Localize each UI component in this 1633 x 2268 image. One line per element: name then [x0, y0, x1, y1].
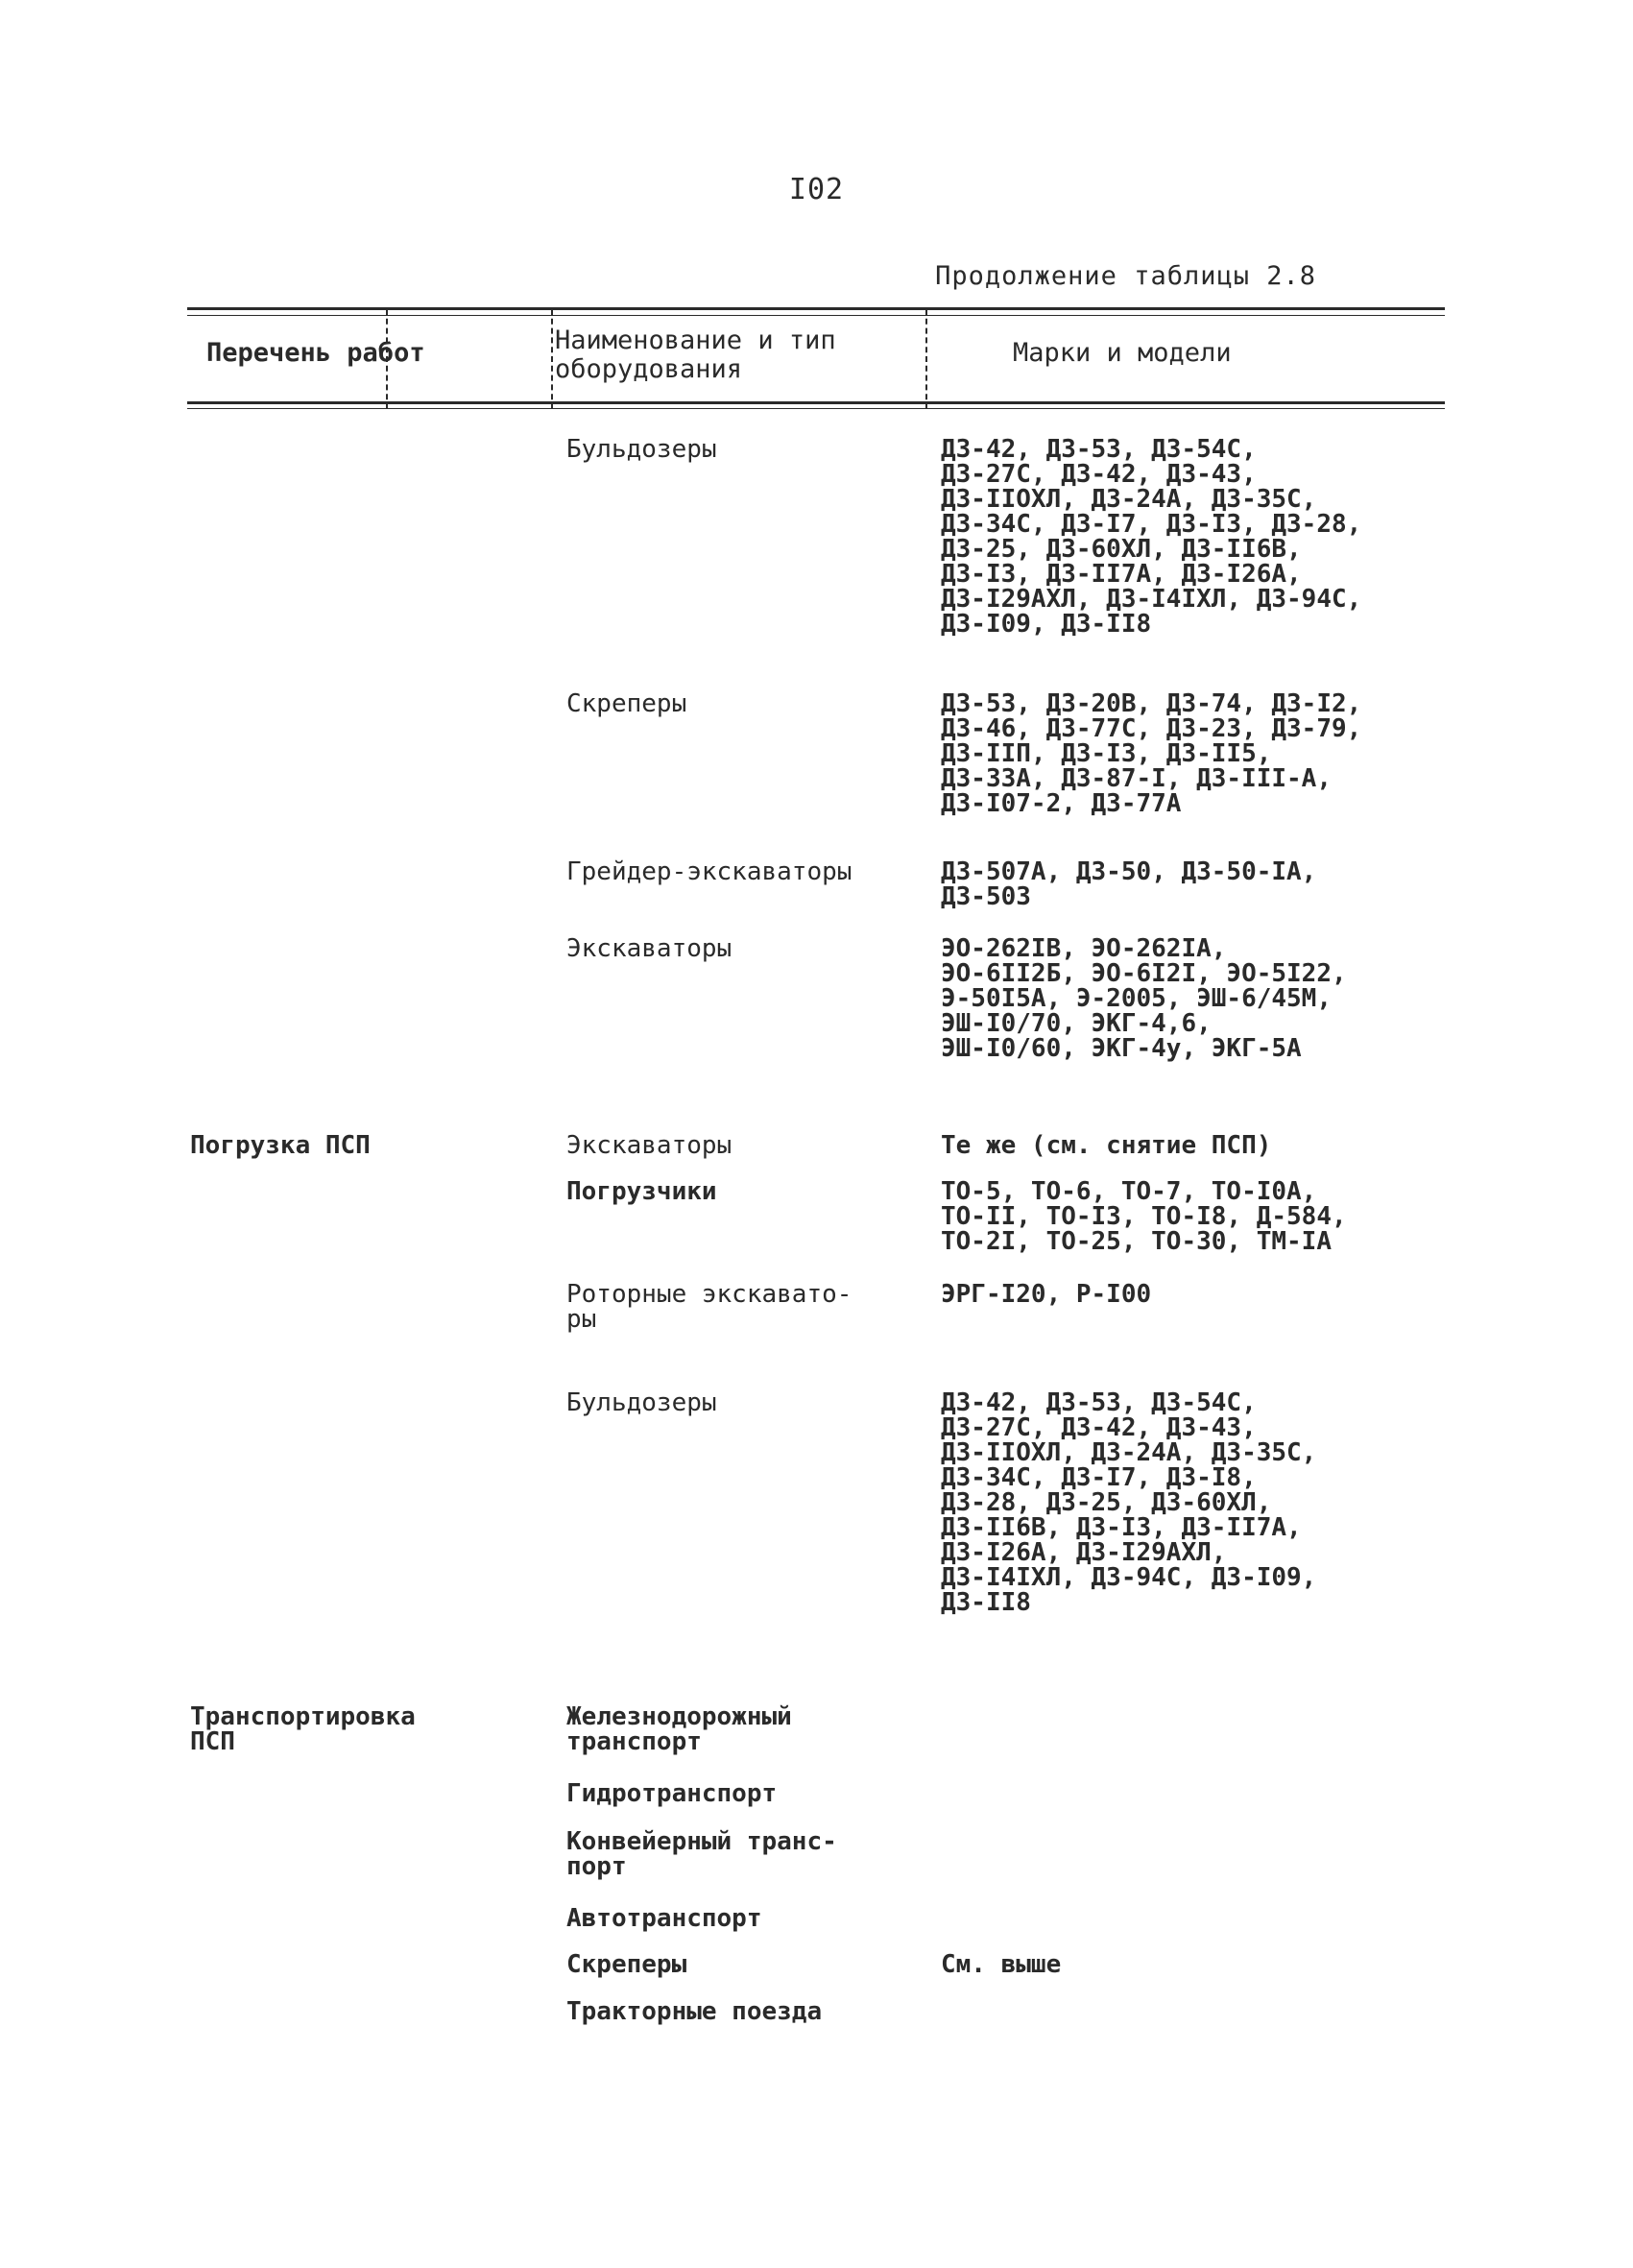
header-divider — [925, 309, 927, 409]
header-works: Перечень работ — [206, 338, 425, 368]
page-number: I02 — [788, 173, 845, 206]
models-cell: См. выше — [941, 1950, 1062, 1979]
models-cell: ТО-5, ТО-6, ТО-7, ТО-I0А, ТО-II, ТО-I3, ТО-I8, Д-584, ТО-2I, ТО-25, ТО-30, ТМ-IА — [941, 1177, 1347, 1256]
models-cell: ДЗ-53, ДЗ-20В, ДЗ-74, ДЗ-I2, ДЗ-46, ДЗ-77С, ДЗ-23, ДЗ-79, ДЗ-IIП, ДЗ-I3, ДЗ-II5, ДЗ-33А, ДЗ-87-I, ДЗ-III-А, ДЗ-I07-2, ДЗ-77А — [941, 689, 1362, 818]
equipment-cell: Конвейерный транс- порт — [566, 1827, 837, 1881]
models-cell: ДЗ-42, ДЗ-53, ДЗ-54С, ДЗ-27С, ДЗ-42, ДЗ-43, ДЗ-IIОХЛ, ДЗ-24А, ДЗ-35С, ДЗ-34С, ДЗ-I7, ДЗ-I3, ДЗ-28, ДЗ-25, ДЗ-60ХЛ, ДЗ-II6В, ДЗ-I3, ДЗ-II7А, ДЗ-I26А, ДЗ-I29АХЛ, ДЗ-I4IХЛ, ДЗ-94С, ДЗ-I09, ДЗ-II8 — [941, 435, 1362, 639]
models-cell: ЭРГ-I20, Р-I00 — [941, 1280, 1152, 1309]
models-cell: Те же (см. снятие ПСП) — [941, 1131, 1272, 1160]
table-top-rule-thin — [187, 315, 1445, 316]
models-cell: ДЗ-507А, ДЗ-50, ДЗ-50-IА, ДЗ-503 — [941, 857, 1317, 911]
equipment-cell: Экскаваторы — [566, 1131, 732, 1160]
header-divider — [551, 309, 553, 409]
models-cell: ДЗ-42, ДЗ-53, ДЗ-54С, ДЗ-27С, ДЗ-42, ДЗ-43, ДЗ-IIОХЛ, ДЗ-24А, ДЗ-35С, ДЗ-34С, ДЗ-I7, ДЗ-I8, ДЗ-28, ДЗ-25, ДЗ-60ХЛ, ДЗ-II6В, ДЗ-I3, ДЗ-II7А, ДЗ-I26А, ДЗ-I29АХЛ, ДЗ-I4IХЛ, ДЗ-94С, ДЗ-I09, ДЗ-II8 — [941, 1388, 1317, 1617]
equipment-cell: Железнодорожный транспорт — [566, 1702, 792, 1756]
equipment-cell: Грейдер-экскаваторы — [566, 857, 853, 886]
equipment-cell: Роторные экскавато- ры — [566, 1280, 853, 1334]
equipment-cell: Скреперы — [566, 689, 687, 718]
equipment-cell: Бульдозеры — [566, 435, 717, 464]
header-models: Марки и модели — [1013, 338, 1232, 368]
equipment-cell: Экскаваторы — [566, 934, 732, 963]
equipment-cell: Гидротранспорт — [566, 1779, 778, 1808]
equipment-cell: Автотранспорт — [566, 1904, 762, 1933]
equipment-cell: Тракторные поезда — [566, 1997, 823, 2026]
work-cell: Погрузка ПСП — [190, 1131, 371, 1160]
work-cell: Транспортировка ПСП — [190, 1702, 416, 1756]
table-top-rule — [187, 307, 1445, 310]
models-cell: ЭО-262IВ, ЭО-262IА, ЭО-6II2Б, ЭО-6I2I, ЭО-5I22, Э-50I5А, Э-2005, ЭШ-6/45М, ЭШ-I0/70, ЭКГ-4,6, ЭШ-I0/60, ЭКГ-4у, ЭКГ-5А — [941, 934, 1347, 1063]
table-caption: Продолжение таблицы 2.8 — [935, 261, 1316, 291]
header-bottom-rule — [187, 401, 1445, 404]
header-bottom-rule-thin — [187, 408, 1445, 409]
equipment-cell: Бульдозеры — [566, 1388, 717, 1417]
header-equipment: Наименование и тип оборудования — [555, 326, 836, 384]
equipment-cell: Скреперы — [566, 1950, 687, 1979]
equipment-cell: Погрузчики — [566, 1177, 717, 1206]
